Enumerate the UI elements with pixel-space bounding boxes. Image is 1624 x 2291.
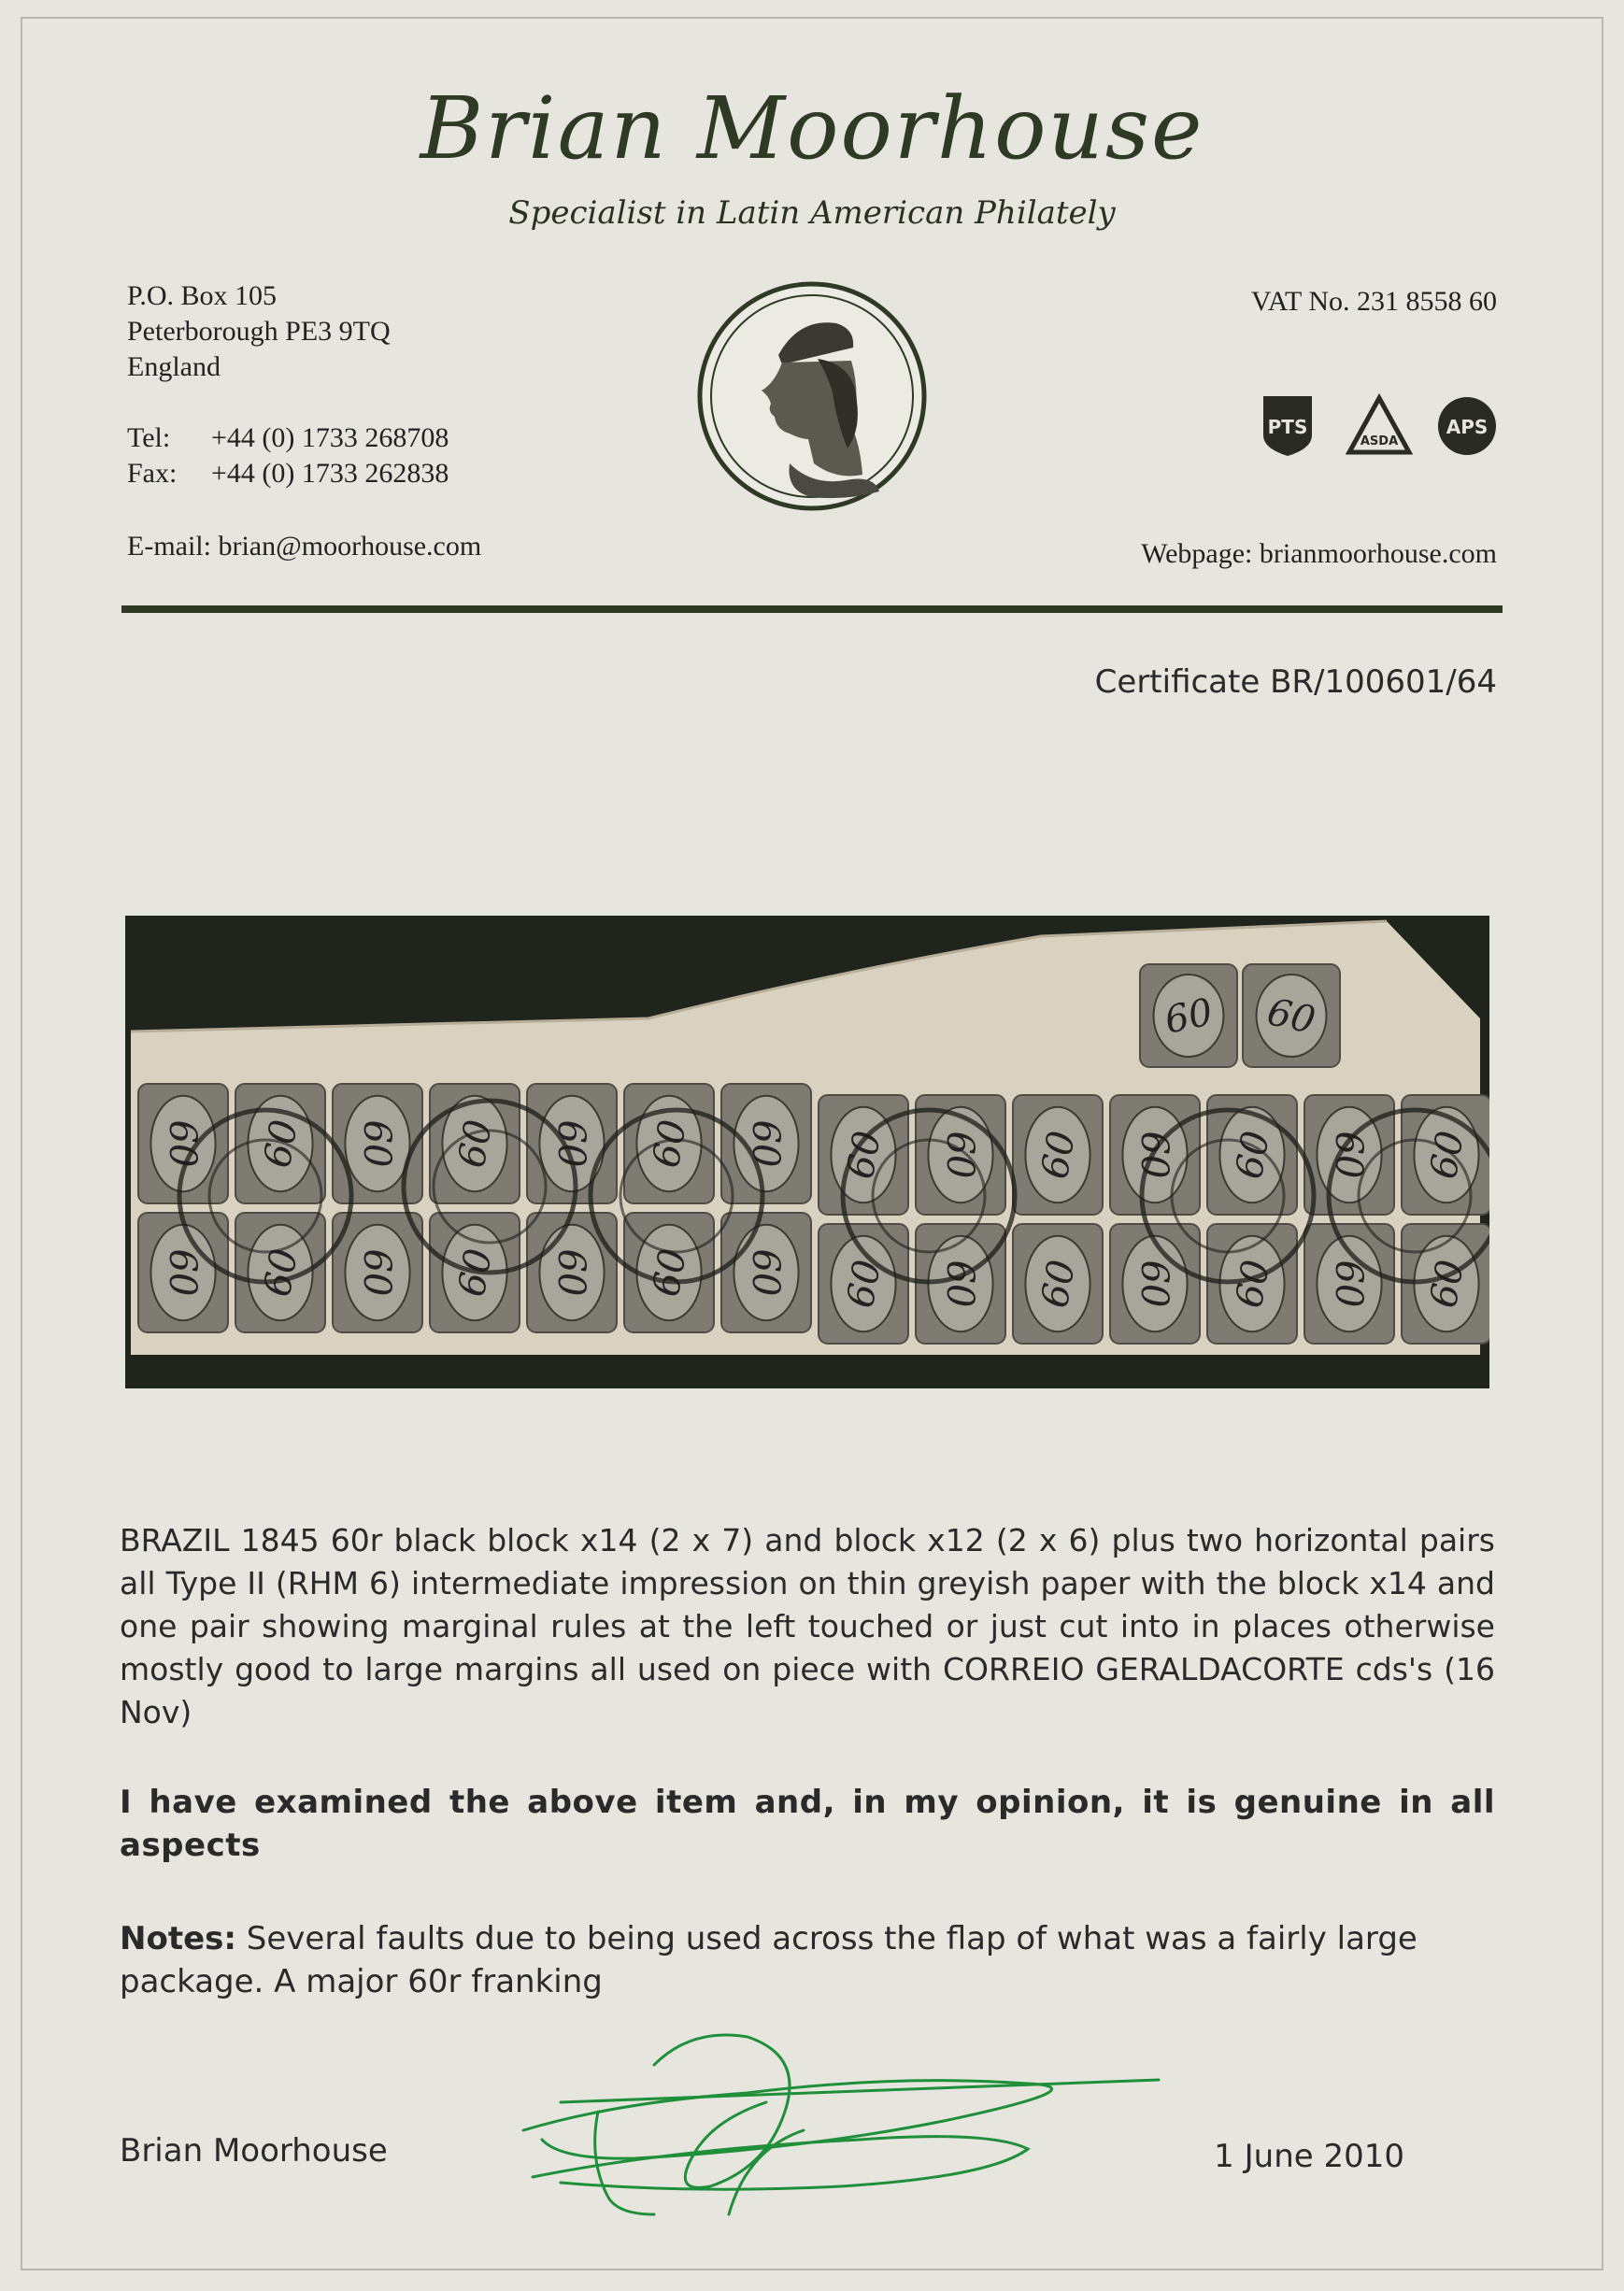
stamp bbox=[1013, 1224, 1103, 1344]
svg-text:60: 60 bbox=[1033, 1257, 1085, 1312]
stamp bbox=[527, 1213, 617, 1332]
svg-text:ASDA: ASDA bbox=[1360, 434, 1399, 448]
fax-number: +44 (0) 1733 262838 bbox=[211, 458, 449, 489]
svg-text:60: 60 bbox=[355, 1248, 398, 1297]
stamp bbox=[1402, 1095, 1489, 1215]
certificate-date: 1 June 2010 bbox=[1214, 2138, 1404, 2175]
fax-label: Fax: bbox=[127, 458, 178, 489]
aps-badge-icon bbox=[1438, 397, 1496, 455]
vat-number: VAT No. 231 8558 60 bbox=[1250, 286, 1497, 317]
address-line: P.O. Box 105 bbox=[127, 280, 278, 311]
stamp bbox=[1013, 1095, 1103, 1215]
svg-text:60: 60 bbox=[1033, 1128, 1085, 1183]
svg-text:60: 60 bbox=[644, 1245, 696, 1301]
email-address[interactable]: E-mail: brian@moorhouse.com bbox=[127, 531, 482, 562]
svg-text:60: 60 bbox=[1161, 990, 1217, 1043]
fax-row bbox=[127, 458, 449, 490]
svg-text:60: 60 bbox=[161, 1119, 204, 1168]
svg-text:60: 60 bbox=[838, 1128, 890, 1183]
svg-text:60: 60 bbox=[449, 1117, 502, 1172]
svg-text:60: 60 bbox=[744, 1119, 787, 1168]
address-line: Peterborough PE3 9TQ bbox=[127, 316, 391, 347]
stamp bbox=[235, 1213, 325, 1332]
svg-text:60: 60 bbox=[549, 1248, 592, 1297]
handwritten-signature bbox=[505, 1990, 1177, 2224]
svg-text:60: 60 bbox=[255, 1245, 307, 1301]
svg-text:60: 60 bbox=[1263, 990, 1319, 1043]
notes-text: Several faults due to being used across the flap of what was a fairly large package. A major 60r franking bbox=[120, 1920, 1417, 2000]
stamp bbox=[721, 1084, 811, 1203]
svg-text:60: 60 bbox=[1327, 1131, 1370, 1179]
stamp bbox=[916, 1095, 1005, 1215]
certificate-number: Certificate BR/100601/64 bbox=[1094, 663, 1497, 701]
stamp bbox=[819, 1095, 908, 1215]
telephone-label: Tel: bbox=[127, 422, 171, 453]
svg-text:60: 60 bbox=[161, 1248, 204, 1297]
expert-opinion: I have examined the above item and, in my opinion, it is genuine in all aspects bbox=[120, 1784, 1495, 1864]
svg-text:60: 60 bbox=[355, 1119, 398, 1168]
stamp bbox=[1140, 964, 1237, 1067]
svg-text:60: 60 bbox=[1421, 1257, 1474, 1312]
svg-text:60: 60 bbox=[1227, 1257, 1279, 1312]
pts-badge-icon bbox=[1263, 396, 1312, 456]
stamp bbox=[624, 1084, 714, 1203]
signer-name: Brian Moorhouse bbox=[120, 2132, 388, 2170]
svg-text:60: 60 bbox=[255, 1117, 307, 1172]
association-badges bbox=[1260, 392, 1499, 458]
svg-text:60: 60 bbox=[744, 1248, 787, 1297]
stamp bbox=[1243, 964, 1340, 1067]
telephone-number: +44 (0) 1733 268708 bbox=[211, 422, 449, 453]
asda-badge-icon bbox=[1349, 398, 1409, 452]
stamp bbox=[333, 1084, 422, 1203]
webpage-link[interactable]: Webpage: brianmoorhouse.com bbox=[1141, 538, 1497, 569]
header-divider bbox=[121, 605, 1503, 613]
svg-text:60: 60 bbox=[1227, 1128, 1279, 1183]
svg-text:60: 60 bbox=[1421, 1128, 1474, 1183]
svg-text:60: 60 bbox=[1327, 1259, 1370, 1308]
letterhead-tagline: Specialist in Latin American Philately bbox=[508, 194, 1116, 232]
stamp bbox=[138, 1084, 228, 1203]
svg-text:60: 60 bbox=[644, 1117, 696, 1172]
letterhead-title: Brian Moorhouse bbox=[420, 78, 1204, 178]
svg-text:60: 60 bbox=[549, 1119, 592, 1168]
postal-address bbox=[127, 278, 391, 385]
stamp bbox=[138, 1213, 228, 1332]
svg-text:60: 60 bbox=[938, 1259, 981, 1308]
svg-text:60: 60 bbox=[449, 1245, 502, 1301]
svg-text:PTS: PTS bbox=[1267, 416, 1308, 438]
address-line: England bbox=[127, 351, 221, 382]
notes-label: Notes: bbox=[120, 1920, 236, 1957]
svg-text:60: 60 bbox=[838, 1257, 890, 1312]
svg-text:60: 60 bbox=[1133, 1131, 1175, 1179]
portrait-medallion-icon bbox=[696, 280, 928, 512]
stamp bbox=[1304, 1095, 1394, 1215]
svg-text:60: 60 bbox=[938, 1131, 981, 1179]
svg-text:APS: APS bbox=[1446, 416, 1489, 438]
stamp bbox=[721, 1213, 811, 1332]
svg-text:60: 60 bbox=[1133, 1259, 1175, 1308]
item-description: BRAZIL 1845 60r black block x14 (2 x 7) and block x12 (2 x 6) plus two horizontal pairs all Type II (RHM 6) intermediate impression on thin greyish paper with the block x14 and one pair showing marginal rules at the left touched or just cut into in places otherwise mostly good to large margins all used on piece with CORREIO GERALDACORTE cds's (16 Nov) bbox=[120, 1522, 1495, 1730]
telephone-row bbox=[127, 422, 449, 454]
stamp-item-photo bbox=[125, 916, 1489, 1388]
stamp bbox=[527, 1084, 617, 1203]
